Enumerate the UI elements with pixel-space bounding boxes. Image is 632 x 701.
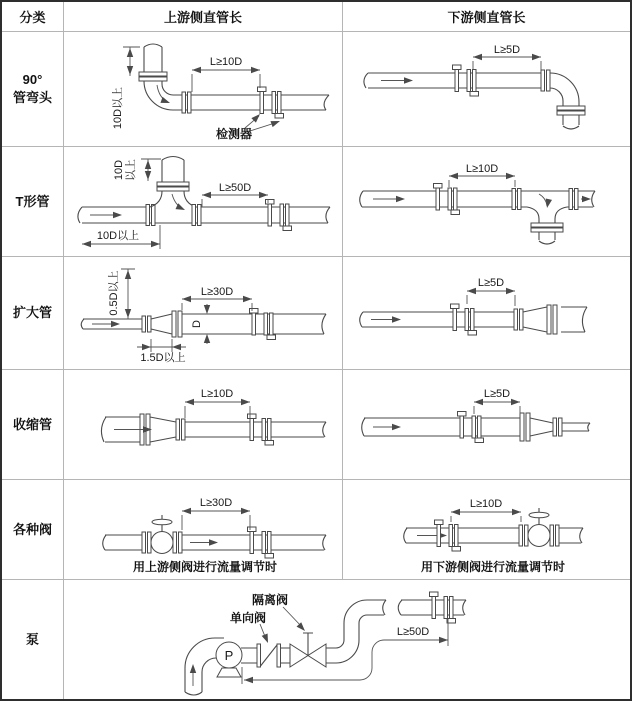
- isolation-valve-label: 隔离阀: [251, 593, 289, 607]
- row-label-tee: T形管: [2, 147, 64, 257]
- elbow-down-dim-label: L≥5D: [493, 44, 521, 56]
- header-upstream-label: 上游侧直管长: [163, 10, 242, 25]
- pump-symbol-label: P: [224, 648, 234, 663]
- row-label-pump: 泵: [2, 580, 64, 699]
- detector-symbol: [430, 592, 456, 623]
- elbow-up-dim-label: L≥10D: [209, 56, 243, 68]
- header-downstream-label: 下游侧直管长: [447, 10, 526, 25]
- elbow-upstream-diagram: [64, 32, 343, 147]
- expander-offset-dim-label: 0.5D以上: [108, 270, 120, 316]
- detector-symbol: [248, 527, 274, 558]
- expander-cone-dim-label: 1.5D以上: [140, 352, 186, 364]
- header-category-label: 分类: [19, 10, 46, 25]
- valves-downstream-diagram: [343, 480, 630, 580]
- tee-inlet-dim-label: 10D以上: [96, 230, 140, 242]
- header-category: [2, 2, 64, 32]
- valve-handwheel: [529, 512, 549, 518]
- detector-symbol: [453, 65, 479, 96]
- row-label-valves: 各种阀: [2, 480, 64, 580]
- pump-pedestal: [217, 668, 241, 677]
- header-upstream: [64, 2, 343, 32]
- detector-label: 检测器: [215, 127, 253, 141]
- valves-down-caption: 用下游侧阀进行流量调节时: [420, 560, 566, 574]
- tee-up-dim-label: L≥50D: [218, 182, 252, 194]
- detector-symbol: [248, 414, 274, 445]
- check-valve: [261, 645, 278, 666]
- elbow-riser-dim-label: 10D以上: [112, 86, 124, 130]
- detector-symbol: [451, 304, 477, 335]
- elbow-downstream-diagram: [343, 32, 630, 147]
- detector-symbol: [458, 412, 484, 443]
- tee-branch-dim-2: 以上: [125, 159, 137, 181]
- valves-down-dim-label: L≥10D: [469, 498, 503, 510]
- reducer-down-dim-label: L≥5D: [483, 388, 511, 400]
- tee-down-dim-label: L≥10D: [465, 163, 499, 175]
- expander-upstream-diagram: [64, 257, 343, 370]
- valves-up-dim-label: L≥30D: [199, 497, 233, 509]
- check-valve-label: 单向阀: [229, 611, 267, 625]
- tee-upstream-diagram: [64, 147, 343, 257]
- pump-diagram: [64, 580, 630, 699]
- valve-handwheel: [152, 519, 172, 525]
- isolation-valve: [290, 644, 308, 667]
- valve-body: [151, 532, 173, 554]
- expander-up-dim-label: L≥30D: [200, 286, 234, 298]
- valves-up-caption: 用上游侧阀进行流量调节时: [132, 560, 278, 574]
- row-label-reducer: 收缩管: [2, 370, 64, 480]
- expander-down-dim-label: L≥5D: [477, 277, 505, 289]
- expander-downstream-diagram: [343, 257, 630, 370]
- reducer-upstream-diagram: [64, 370, 343, 480]
- valve-body: [528, 525, 550, 547]
- expander-diameter-label: D: [191, 320, 203, 328]
- row-label-elbow: 90° 管弯头: [2, 32, 64, 147]
- row-label-expander: 扩大管: [2, 257, 64, 370]
- reducer-downstream-diagram: [343, 370, 630, 480]
- pump-dim-label: L≥50D: [396, 626, 430, 638]
- tee-branch-dim-1: 10D: [113, 159, 125, 181]
- detector-symbol: [434, 184, 460, 215]
- valves-upstream-diagram: [64, 480, 343, 580]
- detector-symbol: [250, 309, 276, 340]
- header-downstream: [343, 2, 630, 32]
- detector-symbol: [435, 520, 461, 551]
- detector-symbol: [258, 87, 284, 118]
- tee-downstream-diagram: [343, 147, 630, 257]
- reducer-up-dim-label: L≥10D: [200, 388, 234, 400]
- detector-symbol: [266, 200, 292, 231]
